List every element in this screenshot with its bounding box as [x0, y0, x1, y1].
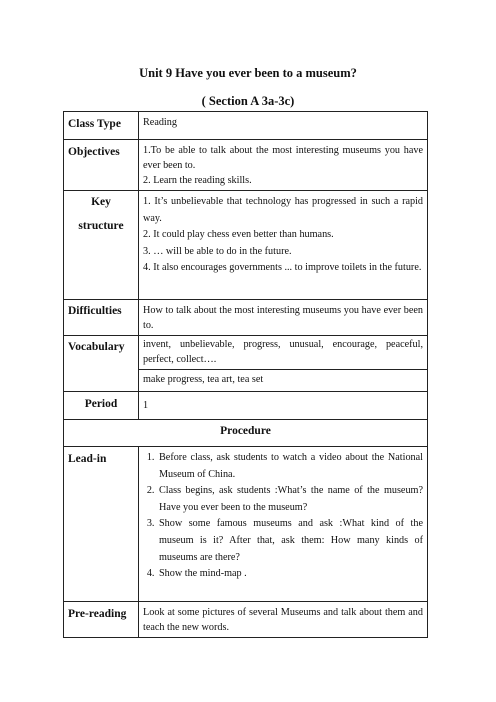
- row-period: [64, 392, 428, 420]
- lead-in-step: 1. Before class, ask students to watch a video about the National Museum of China.: [157, 450, 423, 483]
- vocabulary-phrases-cell: [139, 370, 428, 392]
- row-difficulties: [64, 300, 428, 336]
- lesson-plan-table: [63, 111, 428, 638]
- objectives-label: Objectives: [68, 146, 120, 158]
- row-class-type: [64, 112, 428, 140]
- row-procedure: [64, 420, 428, 447]
- period-value: 1: [143, 400, 149, 411]
- difficulties-label: Difficulties: [68, 305, 122, 317]
- document-subtitle: ( Section A 3a-3c): [201, 94, 295, 108]
- row-vocabulary-words: [64, 336, 428, 370]
- objective-item: 1.To be able to talk about the most interesting museums you have ever been to.: [143, 145, 423, 171]
- key-structure-item: 3. … will be able to do in the future.: [143, 245, 292, 257]
- key-structure-item: 1. It’s unbelievable that technology has progressed in such a rapid way.: [143, 196, 423, 224]
- pre-reading-label-cell: [64, 602, 139, 638]
- key-structure-label-line2: structure: [78, 220, 124, 232]
- pre-reading-value-cell: [139, 602, 428, 638]
- vocabulary-phrases: make progress, tea art, tea set: [143, 374, 264, 385]
- procedure-heading: Procedure: [220, 425, 271, 437]
- period-label: Period: [84, 398, 118, 410]
- pre-reading-label: Pre-reading: [68, 608, 127, 620]
- key-structure-label-cell: [64, 191, 139, 300]
- vocabulary-label-cell: [64, 336, 139, 392]
- vocabulary-words: invent, unbelievable, progress, unusual, encourage, peaceful, perfect, collect….: [143, 339, 423, 365]
- key-structure-value-cell: [139, 191, 428, 300]
- vocabulary-label: Vocabulary: [68, 341, 125, 353]
- lead-in-steps: [143, 450, 423, 583]
- document-title: Unit 9 Have you ever been to a museum?: [139, 66, 357, 80]
- key-structure-label-line1: Key: [91, 196, 111, 208]
- difficulties-value: How to talk about the most interesting museums you have ever been to.: [143, 305, 423, 331]
- class-type-label: Class Type: [68, 118, 121, 130]
- key-structure-item: 4. It also encourages governments ... to improve toilets in the future.: [143, 262, 422, 273]
- row-objectives: [64, 140, 428, 191]
- period-value-cell: [139, 392, 428, 420]
- objectives-label-cell: [64, 140, 139, 191]
- row-key-structure: [64, 191, 428, 300]
- lead-in-label-cell: [64, 447, 139, 602]
- objectives-value-cell: [139, 140, 428, 191]
- period-label-cell: [64, 392, 139, 420]
- difficulties-label-cell: [64, 300, 139, 336]
- lead-in-step: 2. Class begins, ask students :What’s the name of the museum? Have you ever been to the museum?: [157, 483, 423, 516]
- vocabulary-words-cell: [139, 336, 428, 370]
- lead-in-label: Lead-in: [68, 453, 107, 465]
- difficulties-value-cell: [139, 300, 428, 336]
- procedure-heading-cell: [64, 420, 428, 447]
- row-pre-reading: [64, 602, 428, 638]
- class-type-label-cell: [64, 112, 139, 140]
- lead-in-step: 4. Show the mind-map .: [157, 566, 423, 583]
- lead-in-step: 3. Show some famous museums and ask :What kind of the museum is it? After that, ask them: How many kinds of museums are there?: [157, 516, 423, 566]
- pre-reading-value: Look at some pictures of several Museums and talk about them and teach the new words.: [143, 607, 423, 633]
- class-type-value-cell: [139, 112, 428, 140]
- key-structure-item: 2. It could play chess even better than humans.: [143, 229, 334, 240]
- row-lead-in: [64, 447, 428, 602]
- objective-item: 2. Learn the reading skills.: [143, 175, 252, 186]
- lead-in-value-cell: [139, 447, 428, 602]
- class-type-value: Reading: [143, 117, 177, 128]
